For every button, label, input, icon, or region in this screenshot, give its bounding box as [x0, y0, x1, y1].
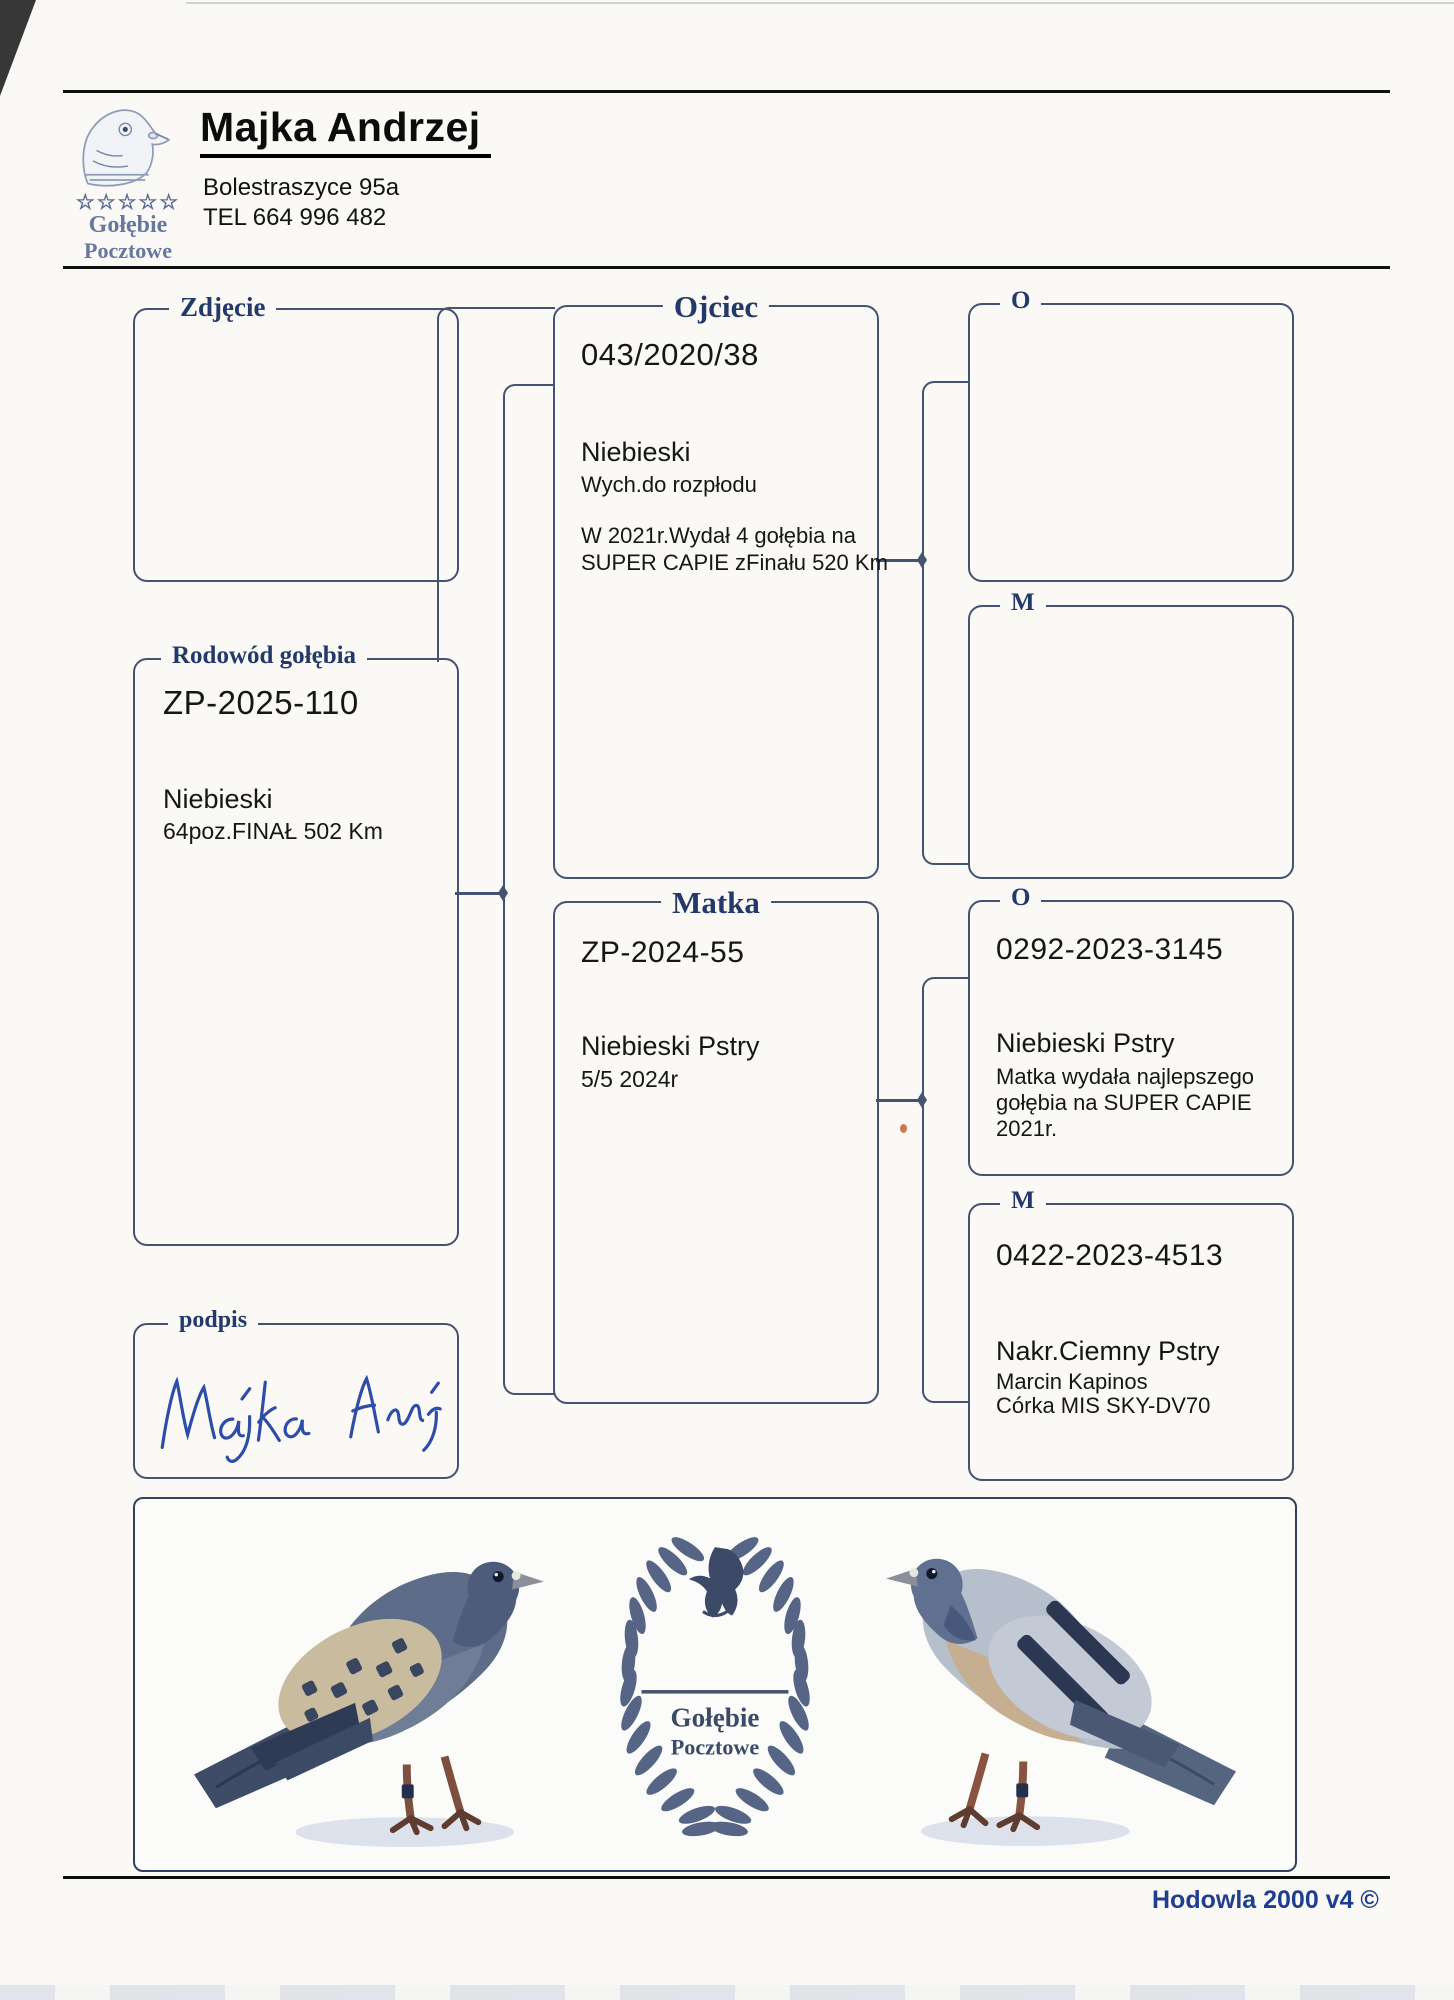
father-note-line1: W 2021r.Wydał 4 gołębia na: [581, 523, 856, 548]
scan-top-line-artifact: [186, 2, 1454, 4]
mother-father-note-line3: 2021r.: [996, 1116, 1058, 1141]
bird-result: 64poz.FINAŁ 502 Km: [163, 818, 383, 844]
right-pigeon-illustration: [850, 1511, 1280, 1849]
wreath-text-line2: Pocztowe: [670, 1734, 760, 1760]
header-top-rule: [63, 90, 1390, 93]
mother-box-label: Matka: [661, 885, 771, 921]
mother-father-ring-number: 0292-2023-3145: [996, 933, 1224, 966]
mother-mother-color: Nakr.Ciemny Pstry: [996, 1336, 1220, 1366]
photo-box: [133, 292, 459, 582]
mother-ring-number: ZP-2024-55: [581, 936, 745, 969]
mother-father-color: Niebieski Pstry: [996, 1028, 1175, 1058]
father-mother-box-label: M: [1000, 589, 1046, 617]
connector-father-parents-bracket: [922, 381, 970, 865]
mother-mother-ring-number: 0422-2023-4513: [996, 1239, 1224, 1272]
father-color: Niebieski: [581, 437, 691, 467]
connector-mother-stub: [876, 1099, 924, 1102]
software-credit: Hodowla 2000 v4 ©: [1152, 1886, 1379, 1914]
left-pigeon-illustration: [150, 1514, 580, 1852]
signature-box: [133, 1307, 459, 1479]
bird-box-label: Rodowód gołębia: [161, 642, 367, 670]
father-detail: Wych.do rozpłodu: [581, 472, 757, 497]
handwritten-signature: [145, 1346, 447, 1468]
mother-box: [553, 885, 879, 1404]
mother-father-box-label: O: [1000, 884, 1041, 912]
photo-box-label: Zdjęcie: [169, 292, 276, 323]
breeder-address: Bolestraszyce 95a: [203, 174, 400, 201]
pigeon-banner: [133, 1497, 1297, 1872]
connector-bird-parents-bracket: [503, 384, 555, 1395]
wreath-text-line1: Gołębie: [670, 1702, 760, 1733]
mother-father-note-line1: Matka wydała najlepszego: [996, 1064, 1255, 1089]
scan-bottom-edge-artifact: [0, 1985, 1454, 2000]
connector-mother-parents-bracket: [922, 977, 970, 1403]
bird-color: Niebieski: [163, 784, 273, 814]
father-mother-box: [968, 589, 1294, 879]
mother-father-box: [968, 884, 1294, 1176]
mother-detail: 5/5 2024r: [581, 1066, 679, 1092]
signature-box-label: podpis: [168, 1307, 258, 1334]
header-bottom-rule: [63, 266, 1390, 269]
connector-bird-stub: [455, 892, 505, 895]
bird-box: [133, 642, 459, 1246]
footer-rule: [63, 1876, 1390, 1879]
mother-mother-note-line2: Córka MIS SKY-DV70: [996, 1393, 1211, 1418]
father-father-box: [968, 287, 1294, 582]
scan-orange-speck: [900, 1124, 907, 1133]
breeder-phone: TEL 664 996 482: [203, 204, 387, 231]
father-box: [553, 289, 888, 879]
breeder-name: Majka Andrzej: [200, 104, 491, 158]
logo-text-line1: Gołębie: [88, 212, 168, 238]
scan-corner-artifact: [0, 0, 36, 96]
father-ring-number: 043/2020/38: [581, 337, 759, 372]
bird-ring-number: ZP-2025-110: [163, 684, 359, 721]
father-father-box-label: O: [1000, 287, 1041, 315]
mother-mother-box-label: M: [1000, 1187, 1046, 1215]
logo-stars: ☆☆☆☆☆: [75, 191, 181, 214]
mother-color: Niebieski Pstry: [581, 1031, 760, 1061]
laurel-wreath-emblem: [580, 1521, 850, 1843]
mother-mother-note-line1: Marcin Kapinos: [996, 1369, 1148, 1394]
father-box-label: Ojciec: [663, 289, 769, 325]
mother-mother-box: [968, 1187, 1294, 1481]
logo-text-line2: Pocztowe: [84, 238, 172, 263]
mother-father-note-line2: gołębia na SUPER CAPIE: [996, 1090, 1252, 1115]
father-note-line2: SUPER CAPIE zFinału 520 Km: [581, 550, 888, 575]
pigeon-head-logo-icon: [66, 98, 188, 194]
